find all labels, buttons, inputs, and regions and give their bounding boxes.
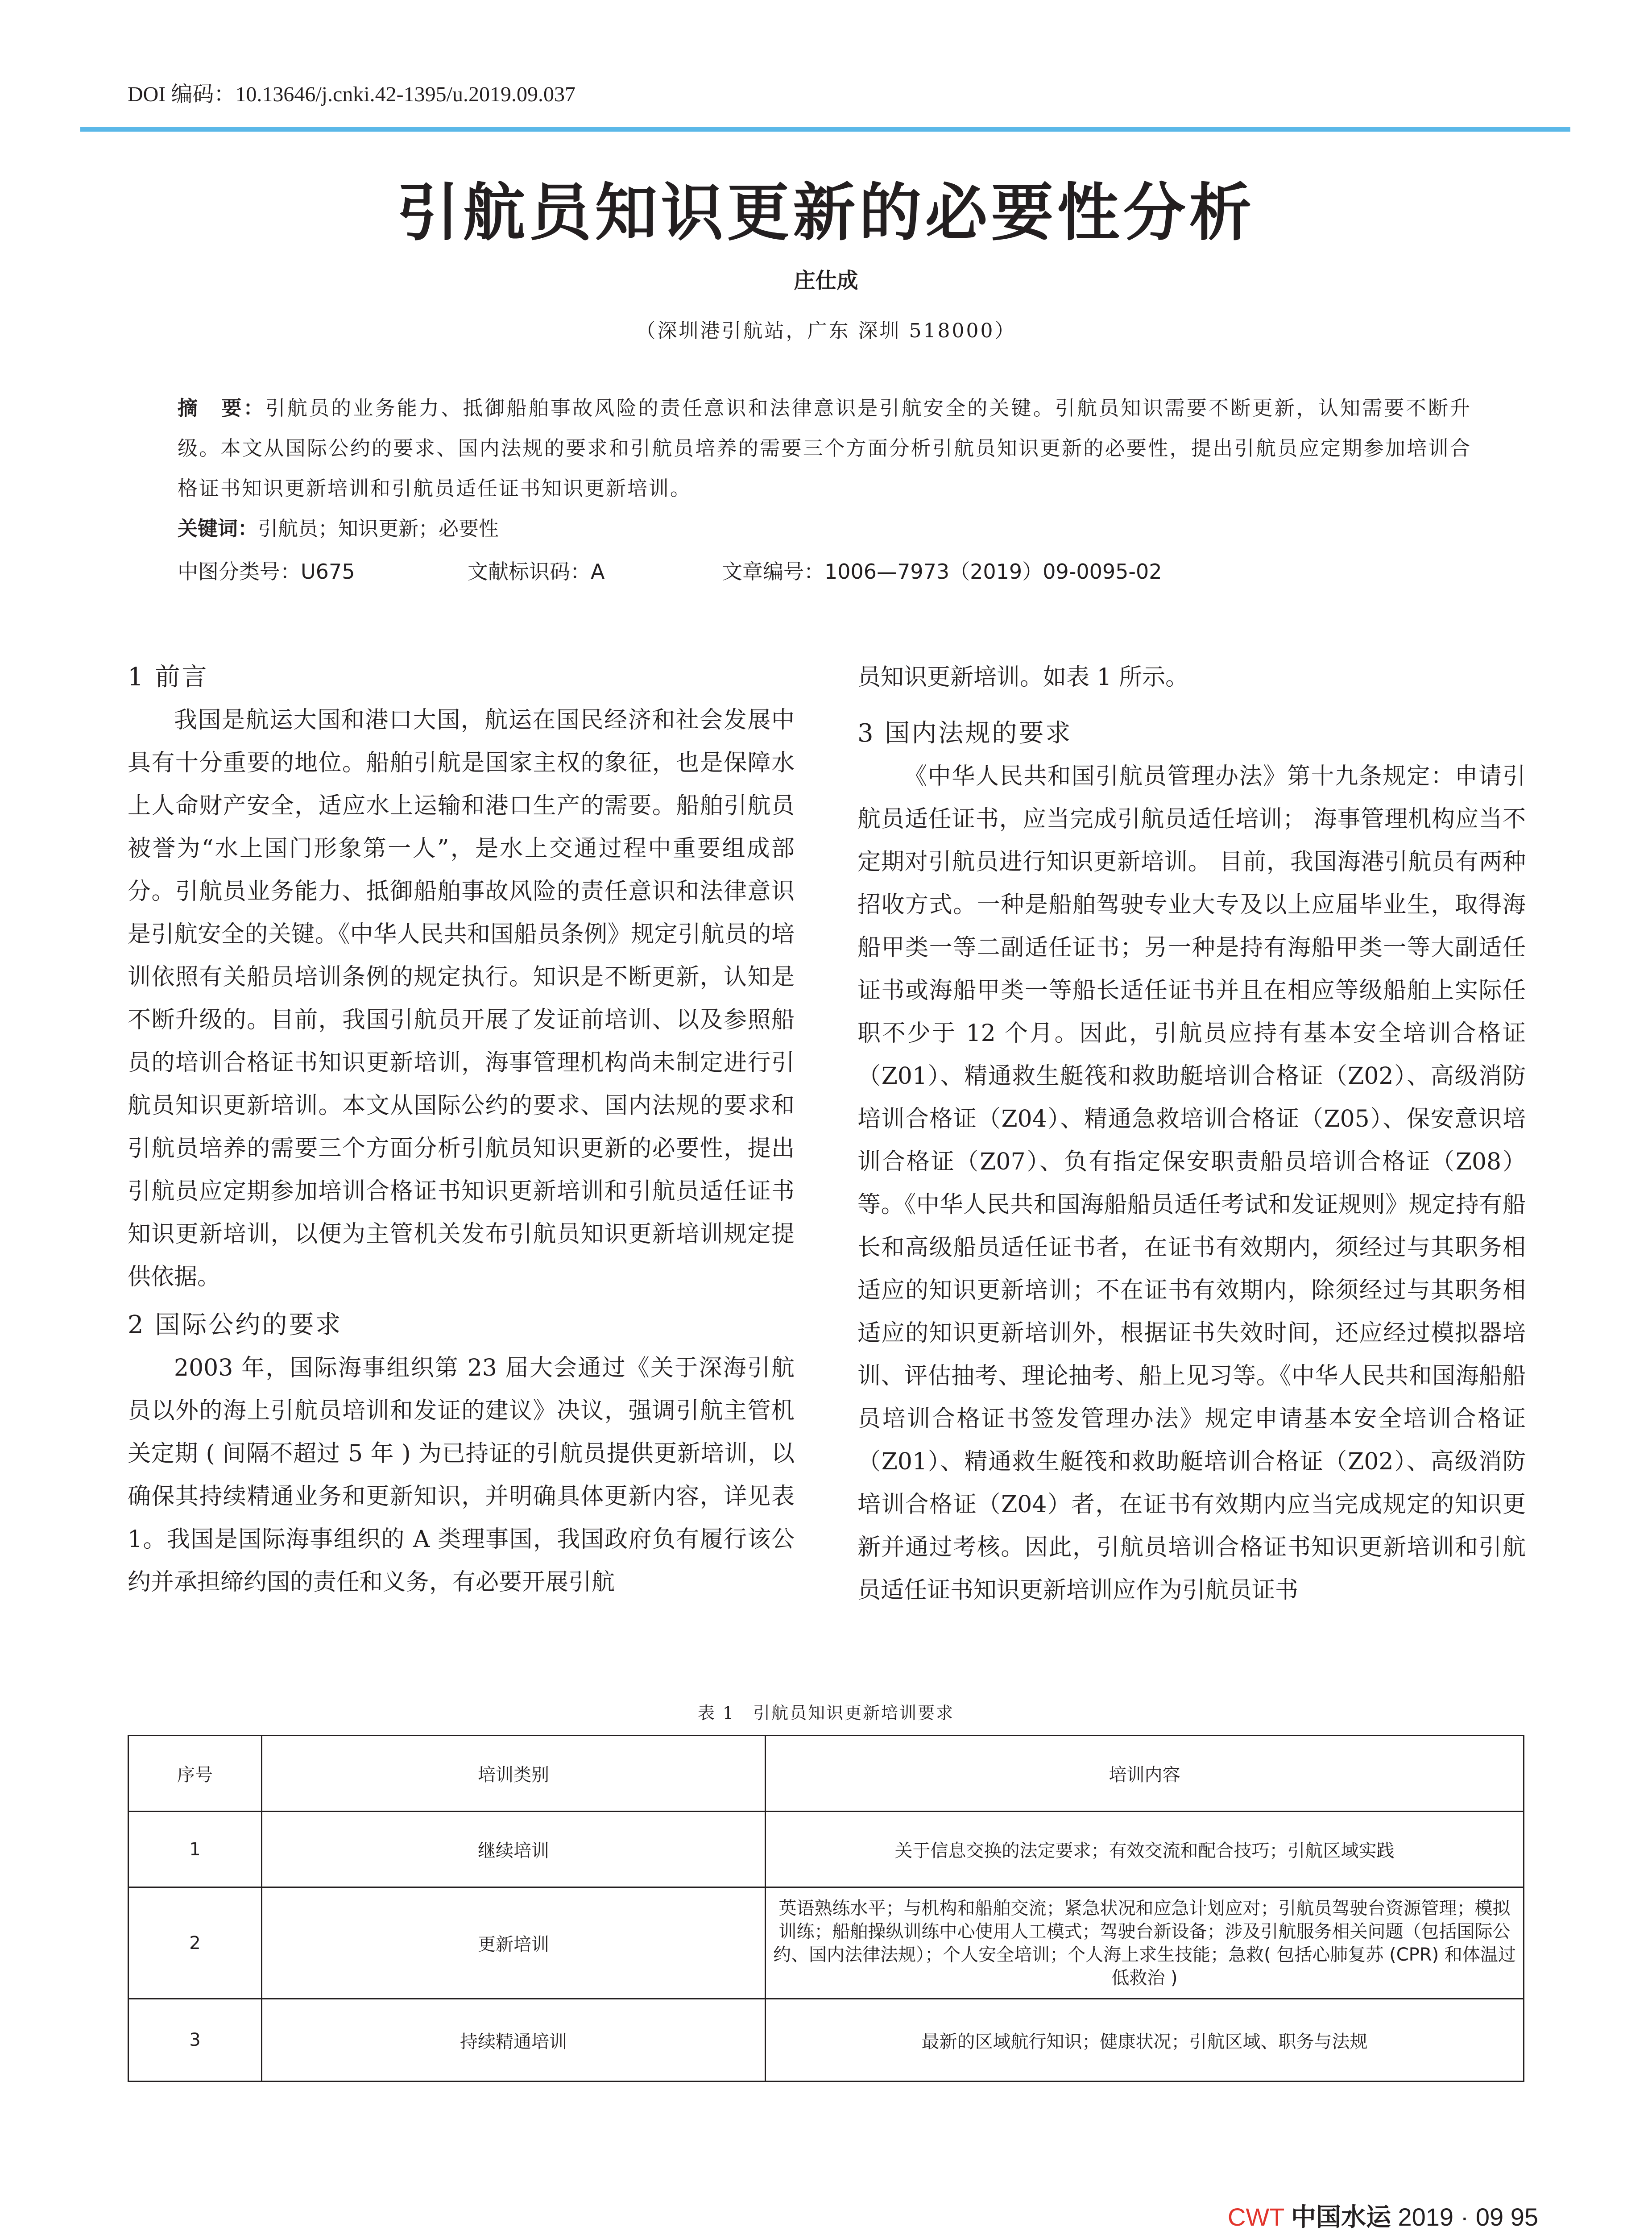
doi-line: DOI 编码：10.13646/j.cnki.42-1395/u.2019.09.037 — [128, 83, 576, 106]
issue-number: 2019 · 09 — [1398, 2203, 1504, 2231]
right-column — [857, 656, 1526, 1612]
left-column — [128, 656, 795, 1604]
document-code: 文献标识码：A — [468, 560, 605, 584]
affiliation: （深圳港引航站，广东 深圳 518000） — [636, 319, 1016, 342]
table-cell: 继续培训 — [262, 1812, 766, 1887]
table-cell: 2 — [128, 1887, 262, 1999]
section-paragraph: 《中华人民共和国引航员管理办法》第十九条规定：申请引航员适任证书，应当完成引航员适任培训； 海事管理机构应当不定期对引航员进行知识更新培训。 目前，我国海港引航员有两种招收方式。一种是船舶驾驶专业大专及以上应届毕业生，取得海船甲类一等二副适任证书；另一种是持有海船甲类一等大副适任证书或海船甲类一等船长适任证书并且在相应等级船舶上实际任职不少于 12 个月。因此，引航员应持有基本安全培训合格证（Z01）、精通救生艇筏和救助艇培训合格证（Z02）、高级消防培训合格证（Z04）、精通急救培训合格证（Z05）、保安意识培训合格证（Z07）、负有指定保安职责船员培训合格证（Z08）等。《中华人民共和国海船船员适任考试和发证规则》规定持有船长和高级船员适任证书者，在证书有效期内，须经过与其职务相适应的知识更新培训；不在证书有效期内，除须经过与其职务相适应的知识更新培训外，根据证书失效时间，还应经过模拟器培训、评估抽考、理论抽考、船上见习等。《中华人民共和国海船船员培训合格证书签发管理办法》规定申请基本安全培训合格证（Z01）、精通救生艇筏和救助艇培训合格证（Z02）、高级消防培训合格证（Z04）者，在证书有效期内应当完成规定的知识更新并通过考核。因此，引航员培训合格证书知识更新培训和引航员适任证书知识更新培训应作为引航员证书 — [857, 763, 1526, 1604]
table-row — [128, 1999, 1524, 2082]
table-cell: 关于信息交换的法定要求；有效交流和配合技巧；引航区域实践 — [766, 1812, 1524, 1887]
training-requirements-table — [128, 1735, 1524, 2082]
section-heading: 2 国际公约的要求 — [128, 1310, 343, 1339]
table-cell: 英语熟练水平；与机构和船舶交流；紧急状况和应急计划应对；引航员驾驶台资源管理；模拟训练；船舶操纵训练中心使用人工模式；驾驶台新设备；涉及引航服务相关问题（包括国际公约、国内法律法规）；个人安全培训；个人海上求生技能；急救( 包括心肺复苏 (CPR) 和体温过低救治 ) — [766, 1887, 1524, 1999]
journal-brand-logo: CWT — [1227, 2203, 1284, 2231]
table-cell: 最新的区域航行知识；健康状况；引航区域、职务与法规 — [766, 1999, 1524, 2082]
abstract-text: 引航员的业务能力、抵御船舶事故风险的责任意识和法律意识是引航安全的关键。引航员知识需要不断更新，认知需要不断升级。本文从国际公约的要求、国内法规的要求和引航员培养的需要三个方面分析引航员知识更新的必要性，提出引航员应定期参加培训合格证书知识更新培训和引航员适任证书知识更新培训。 — [178, 396, 1471, 500]
section-paragraph: 2003 年，国际海事组织第 23 届大会通过《关于深海引航员以外的海上引航员培训和发证的建议》决议，强调引航主管机关定期 ( 间隔不超过 5 年 ) 为已持证的引航员提供更新培训，以确保其持续精通业务和更新知识，并明确具体更新内容，详见表 1。我国是国际海事组织的 A 类理事国，我国政府负有履行该公约并承担缔约国的责任和义务，有必要开展引航 — [128, 1355, 795, 1596]
abstract-label: 摘 要： — [178, 396, 265, 420]
article-title: 引航员知识更新的必要性分析 — [397, 176, 1255, 249]
table-header-row — [128, 1736, 1524, 1812]
table-header-cell: 序号 — [128, 1736, 262, 1812]
table-cell: 1 — [128, 1812, 262, 1887]
section-heading: 1 前言 — [128, 663, 209, 692]
keywords-label: 关键词： — [178, 517, 258, 540]
clc-code: 中图分类号：U675 — [178, 560, 355, 584]
page-footer — [1228, 2198, 1538, 2231]
table-cell: 持续精通培训 — [262, 1999, 766, 2082]
page-number: 95 — [1510, 2203, 1538, 2231]
table-row — [128, 1887, 1524, 1999]
section-heading: 3 国内法规的要求 — [857, 719, 1072, 748]
section-paragraph: 员知识更新培训。如表 1 所示。 — [857, 664, 1189, 691]
abstract-paragraph — [178, 388, 1471, 509]
journal-name: 中国水运 — [1291, 2202, 1391, 2231]
keywords-line — [178, 509, 1471, 549]
table-header-cell: 培训内容 — [766, 1736, 1524, 1812]
header-rule — [80, 127, 1570, 132]
article-number: 文章编号：1006—7973（2019）09-0095-02 — [722, 560, 1162, 584]
table-row — [128, 1812, 1524, 1887]
keywords-text: 引航员；知识更新；必要性 — [258, 517, 499, 540]
abstract-block — [178, 388, 1471, 549]
table-caption: 表 1 引航员知识更新培训要求 — [697, 1703, 955, 1723]
table-cell: 更新培训 — [262, 1887, 766, 1999]
author-name: 庄仕成 — [794, 268, 858, 293]
section-paragraph: 我国是航运大国和港口大国，航运在国民经济和社会发展中具有十分重要的地位。船舶引航是国家主权的象征，也是保障水上人命财产安全，适应水上运输和港口生产的需要。船舶引航员被誉为“水上国门形象第一人”，是水上交通过程中重要组成部分。引航员业务能力、抵御船舶事故风险的责任意识和法律意识是引航安全的关键。《中华人民共和国船员条例》规定引航员的培训依照有关船员培训条例的规定执行。知识是不断更新，认知是不断升级的。目前，我国引航员开展了发证前培训、以及参照船员的培训合格证书知识更新培训，海事管理机构尚未制定进行引航员知识更新培训。本文从国际公约的要求、国内法规的要求和引航员培养的需要三个方面分析引航员知识更新的必要性，提出引航员应定期参加培训合格证书知识更新培训和引航员适任证书知识更新培训，以便为主管机关发布引航员知识更新培训规定提供依据。 — [128, 707, 795, 1290]
table-cell: 3 — [128, 1999, 262, 2082]
table-header-cell: 培训类别 — [262, 1736, 766, 1812]
